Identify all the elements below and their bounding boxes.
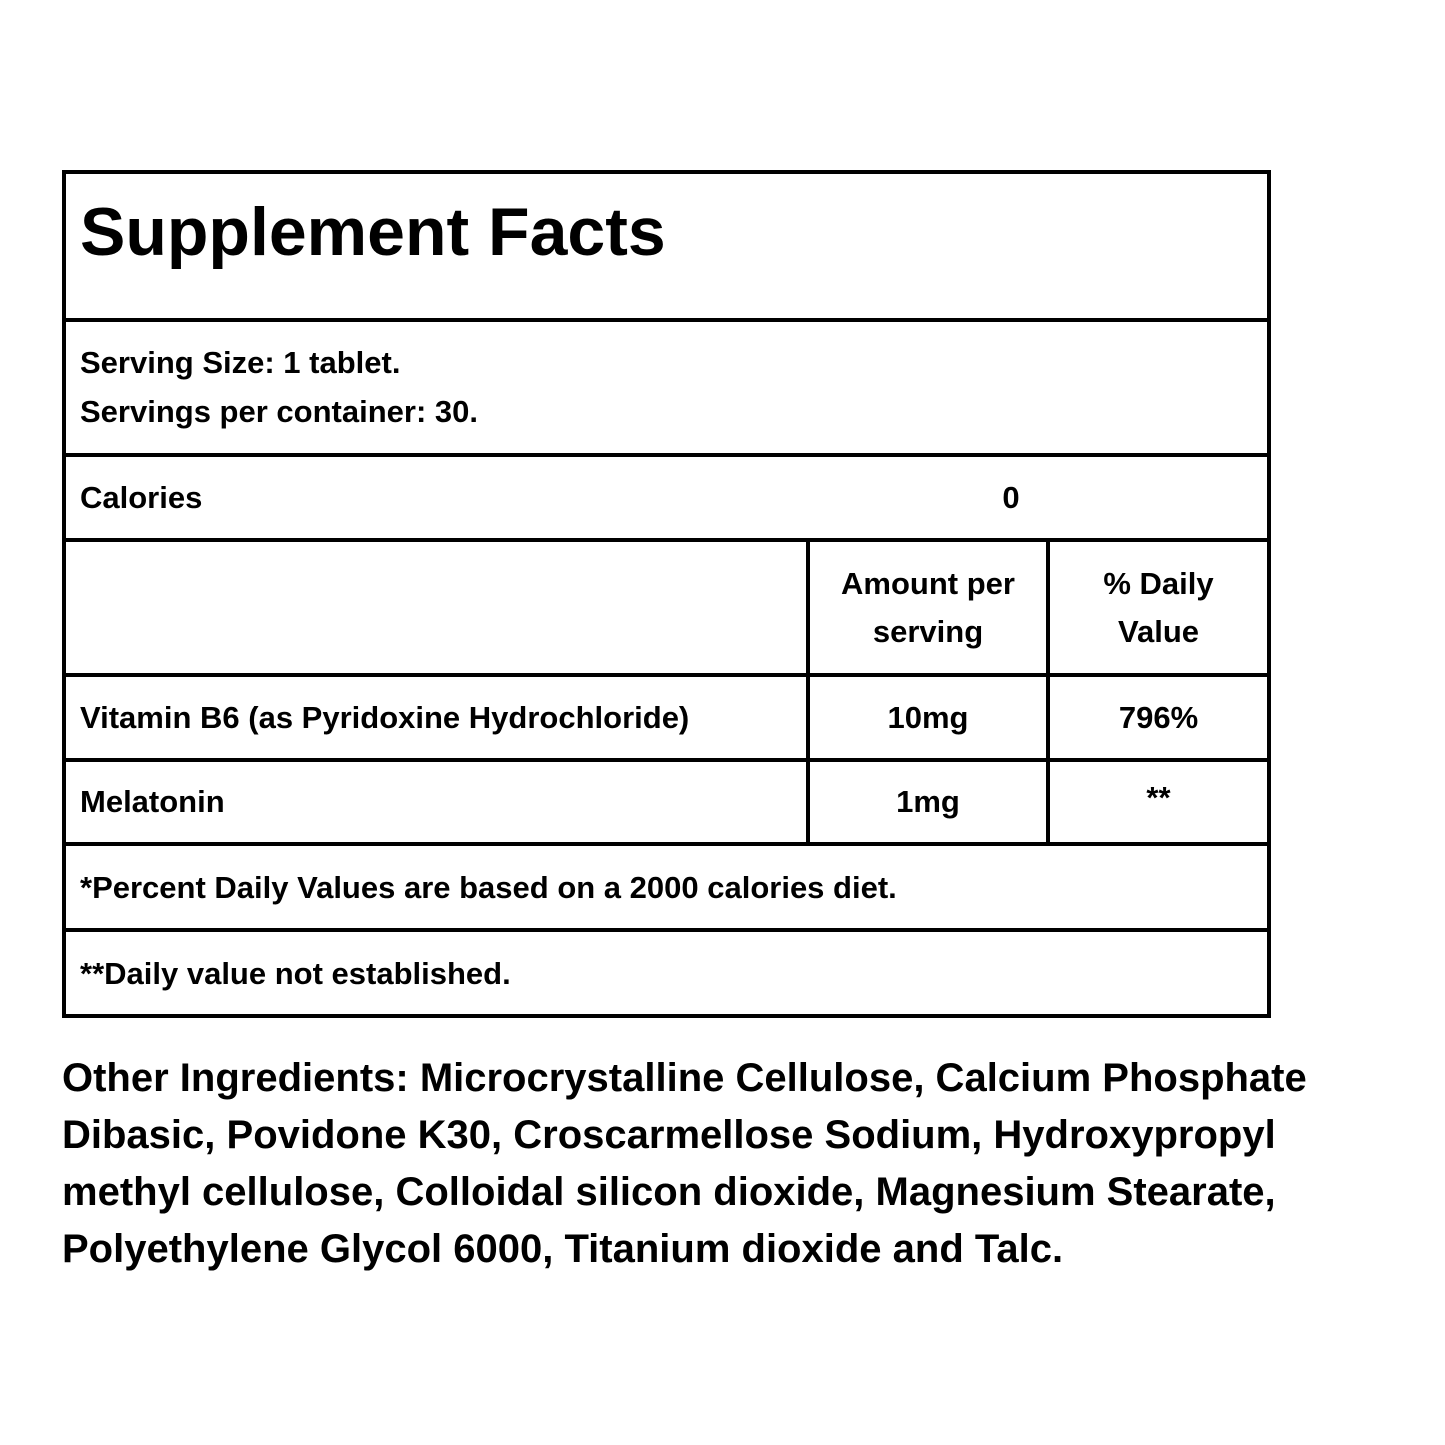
supplement-facts-panel [62, 170, 1271, 1018]
nutrient-name: Vitamin B6 (as Pyridoxine Hydrochloride) [80, 700, 690, 735]
divider [66, 453, 1267, 457]
nutrient-daily-value: ** [1146, 780, 1171, 815]
nutrient-name: Melatonin [80, 784, 225, 819]
servings-per-container: Servings per container: 30. [80, 394, 478, 429]
divider [66, 928, 1267, 932]
nutrient-daily-value: 796% [1118, 700, 1199, 735]
calories-label: Calories [80, 480, 203, 515]
divider [66, 538, 1267, 542]
divider [66, 842, 1267, 846]
header-amount-per-serving [810, 560, 1046, 656]
serving-size: Serving Size: 1 tablet. [80, 345, 401, 380]
divider [66, 318, 1267, 322]
header-daily-value [1050, 560, 1267, 656]
header-amount-line2: serving [872, 614, 984, 649]
divider [66, 758, 1267, 762]
panel-title: Supplement Facts [80, 194, 666, 270]
header-dv-line1: % Daily [1103, 566, 1214, 601]
nutrient-amount: 10mg [887, 700, 969, 735]
nutrient-amount: 1mg [896, 784, 960, 819]
calories-value: 0 [1002, 480, 1020, 515]
header-amount-line1: Amount per [841, 566, 1015, 601]
other-ingredients: Other Ingredients: Microcrystalline Cellulose, Calcium Phosphate Dibasic, Povidone K30, Croscarmellose Sodium, Hydroxypropyl methyl cellulose, Colloidal silicon dioxide, Magnesium Stearate, Polyethylene Glycol 6000, Titanium dioxide and Talc. [62, 1056, 1307, 1271]
footnote-percent-dv: *Percent Daily Values are based on a 2000 calories diet. [80, 870, 897, 905]
footnote-not-established: **Daily value not established. [80, 956, 511, 991]
divider [66, 673, 1267, 677]
header-dv-line2: Value [1118, 614, 1199, 649]
